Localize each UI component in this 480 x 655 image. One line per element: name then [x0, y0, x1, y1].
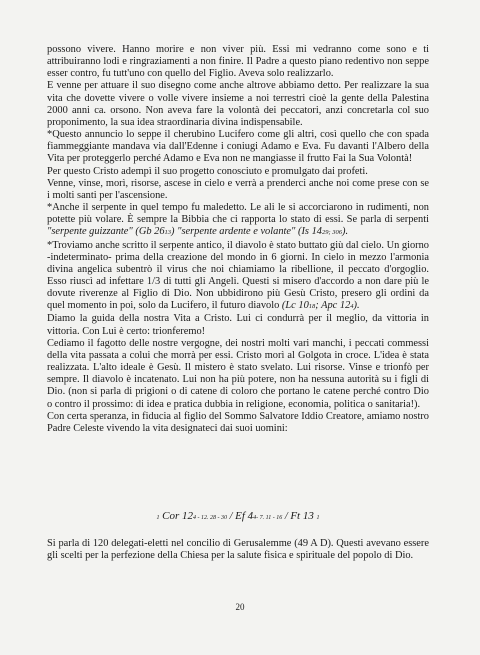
ref-ap: Apc 12 [321, 300, 351, 312]
scripture-references: 1 Cor 124 - 12. 28 - 30 / Ef 44- 7. 11 - 16 / Ft 13 1 [156, 510, 320, 522]
ref-cor-verse: 4 - 12. 28 - 30 [193, 515, 228, 521]
ref-is: (Is 14 [298, 226, 322, 238]
paragraph: Cediamo il fagotto delle nostre vergogne, dei nostri molti vari manchi, i peccati commessi della vita passata a colui che morrà per essi. Cristo morì al Golgota in croce. L'idea è stata realizzata. L'alto ideale è Gesù. Il mistero è stato svelato. Lui risorse. Vinse e trionfò per sempre. Il diavolo è incatenato. Lui non ha più potere, non ha nessuna autorità su i figli di Dio. (non si parla di prigioni o di catene di coloro che portano le catene perché contro Dio o contro il prossimo: di idea e pratica dubbia in religione, economia, politica o sanitaria!). [47, 337, 429, 410]
ref-lc: (Lc 10 [281, 300, 309, 312]
ref-open: 1 [156, 515, 160, 521]
ref-cor: Cor 12 [162, 510, 194, 522]
quote-guizzante: "serpente guizzante" [47, 226, 133, 238]
paragraph-serpent: *Anche il serpente in quel tempo fu maledetto. Le ali le si accorciarono in rudimenti, non potette più volare. È sempre la Bibbia che ci rapporta lo stato di essi. Se parla di serpenti "serpente guizzante" (Gb 2613) "serpente ardente e volante" (Is 1429; 306). [47, 202, 429, 238]
paragraph: E venne per attuare il suo disegno come anche altrove abbiamo detto. Per realizzare la sua vita che dovette vivere o volle vivere insieme a noi terrestri cioè la gente della Palestina 2000 anni ca. orsono. Non aveva fare la volontà dei peccatori, anzi concretarla col suo proponimento, la sua idea straordinaria divina indispensabile. [47, 80, 429, 128]
paragraph-diavolo: *Troviamo anche scritto il serpente antico, il diavolo è stato buttato giù dal cielo. Un giorno -indeterminato- prima della creazione del mondo in 6 giorni. In cielo in mezzo l'armonia divina angelica subentrò il virus che noi chiamiamo la ribellione, il peccato d'orgoglio. Esso riuscì ad infettare 1/3 di tutti gli Angeli. Questi si misero d'accordo a non dare più le dovute riverenze al Figlio di Dio. Non ubbidirono più Gesù Cristo, presero gli ordini da quel momento in poi, solo da Lucifero, il futuro diavolo (Lc 1018; Apc 124). [47, 239, 429, 312]
paragraph: *Questo annuncio lo seppe il cherubino Lucifero come gli altri, così quello che con spada fiammeggiante mandava via dall'Edenne i coniugi Adamo e Eva. Fu davanti l'Albero della Vita per proteggerlo perché Adamo e Eva non ne mangiasse il frutto Fai la Sua Volontà! [47, 129, 429, 165]
ref-ft: Ft 13 [290, 510, 314, 522]
paragraph: Per questo Cristo adempì il suo progetto conosciuto e promulgato dai profeti. [47, 165, 368, 177]
ref-ef: Ef 4 [235, 510, 254, 522]
quote-ardente: "serpente ardente e volante" [177, 226, 296, 238]
body-text [47, 44, 429, 435]
page-number: 20 [235, 602, 245, 612]
ref-gb: (Gb 26 [135, 226, 165, 238]
paragraph: Con certa speranza, in fiducia al figlio del Sommo Salvatore Iddio Creatore, amiamo nostro Padre Celeste vivendo la vita designateci dai suoi uomini: [47, 410, 429, 434]
ref-ef-verse: 4- 7. 11 - 16 [253, 515, 283, 521]
ref-ap-verse: 4 [350, 303, 354, 311]
ref-lc-verse: 18 [308, 303, 316, 311]
paragraph: possono vivere. Hanno morire e non viver più. Essi mi vedranno come sono e ti attribuiranno lodi e ringraziamenti a non finire. Il Padre a questo piano redentivo non seppe esser contro, fu tutt'uno con quello del Figlio. Aveva solo realizzarlo. [47, 44, 429, 80]
paragraph: Diamo la guida della nostra Vita a Cristo. Lui ci condurrà per il meglio, da vittoria in vittoria. Con Lui è certo: trionferemo! [47, 313, 429, 337]
paragraph: Venne, vinse, morì, risorse, ascese in cielo e verrà a prenderci anche noi come prese con se i molti santi per l'ascensione. [47, 177, 429, 201]
paragraph: Si parla di 120 delegati-eletti nel concilio di Gerusalemme (49 A D). Questi avevano essere gli scelti per la perfezione della Chiesa per la salute fisica e spirituale del popolo di Dio. [47, 538, 429, 562]
paragraph-text: *Anche il serpente in quel tempo fu maledetto. Le ali le si accorciarono in rudimenti, non potette più volare. È sempre la Bibbia che ci rapporta lo stato di essi. Se parla di serpenti [47, 202, 429, 226]
ref-close: 1 [316, 515, 320, 521]
paragraph-text: *Troviamo anche scritto il serpente antico, il diavolo è stato buttato giù dal cielo. Un giorno -indeterminato- prima della creazione del mondo in 6 giorni. In cielo in mezzo l'armonia divina angelica subentrò il virus che noi chiamiamo la ribellione, il peccato d'orgoglio. Esso riuscì ad infettare 1/3 di tutti gli Angeli. Questi si misero d'accordo a non dare più le dovute riverenze al Figlio di Dio. Non ubbidirono più Gesù Cristo, presero gli ordini da quel momento in poi, solo da Lucifero, il futuro diavolo [47, 239, 429, 312]
ref-is-verse: 29; 30 [321, 229, 339, 237]
ref-gb-verse: 13 [164, 229, 172, 237]
closing-text [47, 538, 429, 562]
ref-is-verse2: 6 [338, 229, 343, 237]
